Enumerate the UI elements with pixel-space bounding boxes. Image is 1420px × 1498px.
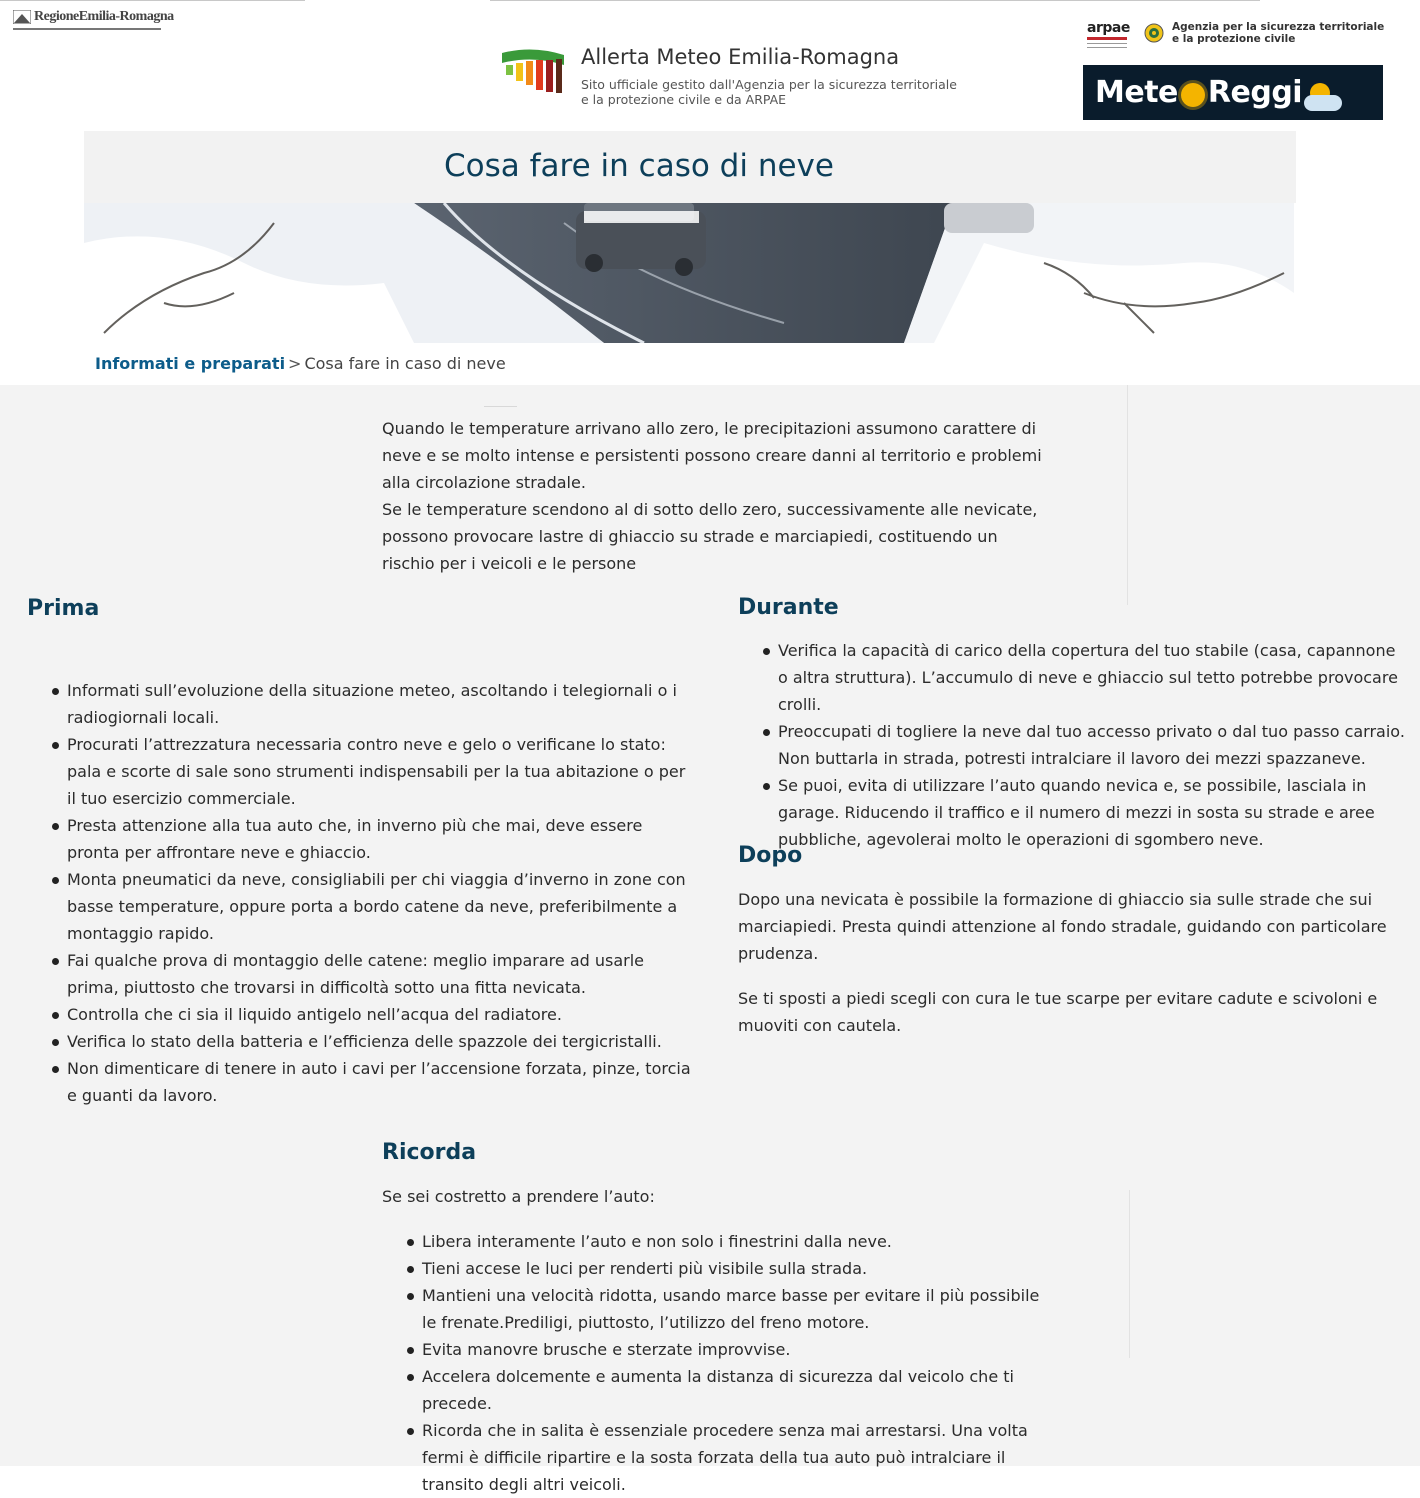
intro-paragraph-1: Quando le temperature arrivano allo zero, le precipitazioni assumono carattere di neve e se molto intense e persistenti possono creare danni al territorio e problemi alla circolazione stradale. [382,419,1042,492]
list-item: Mantieni una velocità ridotta, usando marce basse per evitare il più possibile le frenate.Prediligi, piuttosto, l’utilizzo del freno motore. [382,1282,1052,1336]
ricorda-intro: Se sei costretto a prendere l’auto: [382,1187,655,1206]
page-title: Cosa fare in caso di neve [444,148,834,184]
breadcrumb-separator-icon: > [288,354,302,373]
heading-dopo: Dopo [738,843,803,868]
regione-underline [13,28,161,30]
dopo-paragraph-1: Dopo una nevicata è possibile la formazione di ghiaccio sia sulle strade che sui marciapiedi. Presta quindi attenzione al fondo stradale, guidando con particolare prudenza. [738,890,1387,963]
list-item: Controlla che ci sia il liquido antigelo nell’acqua del radiatore. [27,1001,697,1028]
list-item: Presta attenzione alla tua auto che, in inverno più che mai, deve essere pronta per affrontare neve e ghiaccio. [27,812,697,866]
decor-dash [484,406,517,407]
arpae-logo-text: arpae [1087,20,1130,36]
list-item: Libera interamente l’auto e non solo i finestrini dalla neve. [382,1228,1052,1255]
sun-cloud-icon [1304,83,1344,115]
list-item: Se puoi, evita di utilizzare l’auto quando nevica e, se possibile, lasciala in garage. Riducendo il traffico e il numero di mezzi in sosta su strade e aree pubbliche, agevolerai molto le operazioni di sgombero neve. [738,772,1408,853]
list-item: Fai qualche prova di montaggio delle catene: meglio imparare ad usarle prima, piuttosto che trovarsi in difficoltà sotto una fitta nevicata. [27,947,697,1001]
sidebar-divider-lower [1129,1190,1130,1358]
regione-flag-icon [13,10,31,24]
list-item: Evita manovre brusche e sterzate improvvise. [382,1336,1052,1363]
meteo-banner-text-2: Reggi [1207,75,1303,110]
allerta-logo-icon[interactable] [500,47,566,99]
list-item: Verifica lo stato della batteria e l’efficienza delle spazzole dei tergicristalli. [27,1028,697,1055]
breadcrumb-current: Cosa fare in caso di neve [304,354,506,373]
protezione-civile-icon[interactable] [1144,23,1164,43]
list-item: Procurati l’attrezzatura necessaria contro neve e gelo o verificane lo stato: pala e scorte di sale sono strumenti indispensabili per la tua abitazione o per il tuo esercizio commerciale. [27,731,697,812]
breadcrumb-link-informati[interactable]: Informati e preparati [95,354,286,373]
arpae-logo-line [1087,47,1127,48]
heading-prima: Prima [27,596,100,621]
list-item: Preoccupati di togliere la neve dal tuo accesso privato o dal tuo passo carraio. Non buttarla in strada, potresti intralciare il lavoro dei mezzi spazzaneve. [738,718,1408,772]
heading-ricorda: Ricorda [382,1140,477,1165]
site-title[interactable]: Allerta Meteo Emilia-Romagna [581,45,900,69]
list-item: Monta pneumatici da neve, consigliabili per chi viaggia d’inverno in zone con basse temperature, oppure porta a bordo catene da neve, preferibilmente a montaggio rapido. [27,866,697,947]
intro-text [382,415,1047,577]
list-item: Accelera dolcemente e aumenta la distanza di sicurezza dal veicolo che ti precede. [382,1363,1052,1417]
durante-list [738,637,1408,853]
hero-snow-image [84,203,1294,343]
arpae-logo-bar [1087,37,1127,40]
sidebar-divider [1127,385,1128,605]
sun-icon [1181,83,1205,107]
title-band [84,131,1296,203]
regione-logo-text: RegioneEmilia-Romagna [34,9,174,24]
list-item: Ricorda che in salita è essenziale procedere senza mai arrestarsi. Una volta fermi è difficile ripartire e la sosta forzata della tua auto può intralciare il transito degli altri veicoli. [382,1417,1052,1498]
top-divider-right [490,0,1260,1]
list-item: Verifica la capacità di carico della copertura del tuo stabile (casa, capannone o altra struttura). L’accumulo di neve e ghiaccio sul tetto potrebbe provocare crolli. [738,637,1408,718]
breadcrumb [95,354,506,373]
agency-text[interactable]: Agenzia per la sicurezza territoriale e la protezione civile [1172,21,1385,45]
heading-durante: Durante [738,595,839,620]
dopo-paragraph-2: Se ti sposti a piedi scegli con cura le tue scarpe per evitare cadute e scivoloni e muoviti con cautela. [738,989,1378,1035]
site-subtitle: Sito ufficiale gestito dall'Agenzia per la sicurezza territoriale e la protezione civile e da ARPAE [581,77,957,107]
arpae-logo-line [1087,43,1127,44]
intro-paragraph-2: Se le temperature scendono al di sotto dello zero, successivamente alle nevicate, possono provocare lastre di ghiaccio su strade e marciapiedi, costituendo un rischio per i veicoli e le persone [382,500,1038,573]
list-item: Tieni accese le luci per renderti più visibile sulla strada. [382,1255,1052,1282]
meteo-reggio-banner[interactable] [1083,65,1383,120]
prima-list [27,677,697,1109]
regione-logo-link[interactable] [13,9,174,25]
meteo-banner-text-1: Mete [1095,75,1178,110]
ricorda-list [382,1228,1052,1498]
arpae-logo[interactable] [1087,20,1130,48]
top-divider-left [0,0,305,1]
list-item: Informati sull’evoluzione della situazione meteo, ascoltando i telegiornali o i radiogiornali locali. [27,677,697,731]
list-item: Non dimenticare di tenere in auto i cavi per l’accensione forzata, pinze, torcia e guanti da lavoro. [27,1055,697,1109]
